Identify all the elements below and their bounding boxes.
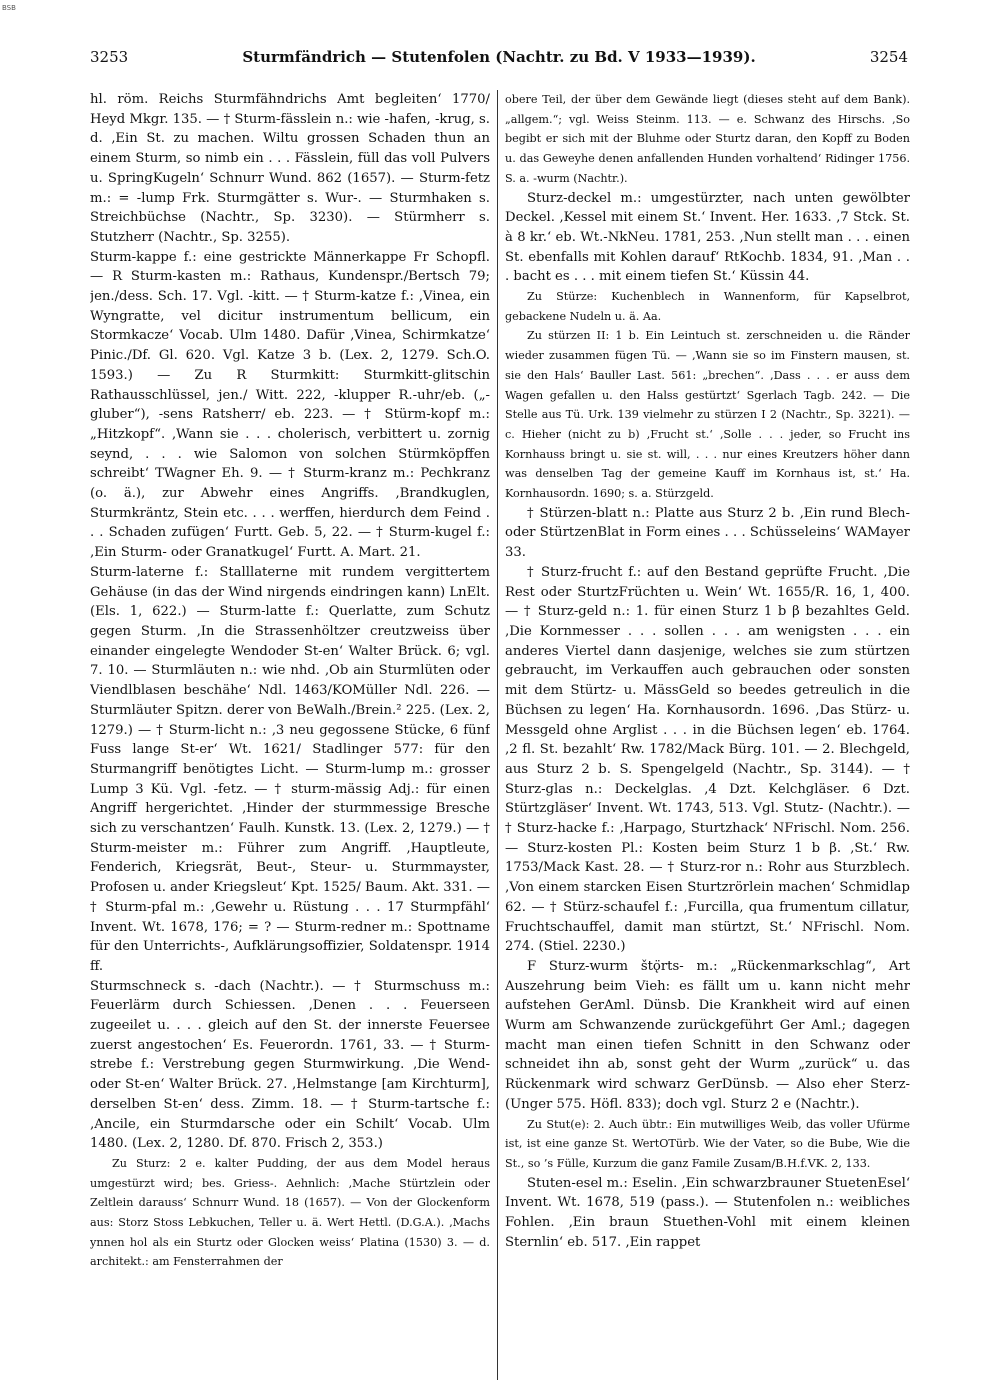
running-title: Sturmfändrich — Stutenfolen (Nachtr. zu Bd. V 1933—1939). — [242, 48, 756, 66]
right-column — [505, 90, 910, 1380]
column-divider — [497, 90, 498, 1380]
page-number-right: 3254 — [869, 48, 908, 66]
dictionary-entry-paragraph: Zu Stürze: Kuchenblech in Wannenform, für Kapselbrot, gebackene Nudeln u. ä. Aa. — [505, 290, 910, 323]
dictionary-entry-paragraph: Zu Sturz: 2 e. kalter Pudding, der aus dem Model heraus umgestürzt wird; bes. Griess-. Aehnlich: ‚Mache Stürtzlein oder Zeltlein darauss‘ Schnurr Wund. 18 (1657). — Von der Glockenform aus: Storz Stoss Lebkuchen, Teller u. ä. Wert Hettl. (D.G.A.). ‚Machs ynnen hol als ein Sturtz oder Glocken weiss‘ Platina (1530) 3. — d. architekt.: am Fensterrahmen der — [90, 1156, 490, 1269]
page-header — [90, 46, 908, 68]
dictionary-entry-paragraph: obere Teil, der über dem Gewände liegt (dieses steht auf dem Bank). „allgem.“; vgl. Weiss Steinm. 113. — e. Schwanz des Hirschs. ‚So begibt er sich mit der Bluhme oder Sturtz daran, den Kopff zu Boden u. das Geweyhe denen anfallenden Hunden vorhaltend‘ Ridinger 1756. S. a. -wurm (Nachtr.). — [505, 93, 910, 185]
left-column — [90, 90, 490, 1380]
dictionary-entry-paragraph: Stuten-esel m.: Eselin. ‚Ein schwarzbrauner StuetenEsel‘ Invent. Wt. 1678, 519 (pass.). — Stutenfolen n.: weibliches Fohlen. ‚Ein braun Stuethen-Vohl mit einem kleinen Sternlin‘ eb. 517. ‚Ein rappet — [505, 1175, 910, 1250]
dictionary-entry-paragraph: hl. röm. Reichs Sturmfähndrichs Amt begleiten‘ 1770/ Heyd Mkgr. 135. — † Sturm-fässlein n.: wie -hafen, -krug, s. d. ‚Ein St. zu machen. Wiltu grossen Schaden thun an einem Sturm, so nimb ein . . . Fässlein, füll das voll Pulvers u. SpringKugeln‘ Schnurr Wund. 862 (1657). — Sturm-fetz m.: = -lump Frk. Sturmgätter s. Wur-. — Sturmhaken s. Streichbüchse (Nachtr., Sp. 3230). — Stürmherr s. Stutzherr (Nachtr., Sp. 3255). — [90, 92, 490, 245]
dictionary-entry-paragraph: Sturz-deckel m.: umgestürzter, nach unten gewölbter Deckel. ‚Kessel mit einem St.‘ Invent. Her. 1633. ‚7 Stck. St. à 8 kr.‘ eb. Wt.-NkNeu. 1781, 253. ‚Nun stellt man . . . einen St. ebenfalls mit Kohlen darauf‘ RtKochb. 1834, 91. ‚Man . . . bacht es . . . mit einem tiefen St.‘ Küssin 44. — [505, 190, 910, 285]
dictionary-entry-paragraph: F Sturz-wurm štǫ̈rts- m.: „Rückenmarkschlag“, Art Auszehrung beim Vieh: es fällt um u. kann nicht mehr aufstehen GerAml. Dünsb. Die Krankheit wird auf einen Wurm am Schwanzende zurückgeführt Ger Aml.; dagegen macht man einen tiefen Schnitt in den Schwanz oder schneidet ihn ab, sonst geht der Wurm „zurück“ u. das Rückenmark wird schwarz GerDünsb. — Also eher Sterz- (Unger 575. Höfl. 833); doch vgl. Sturz 2 e (Nachtr.). — [505, 958, 910, 1112]
dictionary-entry-paragraph: Sturmschneck s. -dach (Nachtr.). — † Sturmschuss m.: Feuerlärm durch Schiessen. ‚Denen . . . Feuerseen zugeeilet u. . . . gleich auf den St. der innerste Feuersee zuerst angestochen‘ Es. Feuerordn. 1761, 33. — † Sturm-strebe f.: Verstrebung gegen Sturmwirkung. ‚Die Wend- oder St-en‘ Walter Brück. 27. ‚Helmstange [am Kirchturm], derselben St-en‘ dess. Zimm. 18. — † Sturm-tartsche f.: ‚Ancile, ein Sturmdarsche oder ein Schilt‘ Vocab. Ulm 1480. (Lex. 2, 1280. Df. 870. Frisch 2, 353.) — [90, 978, 490, 1152]
library-stamp: BSB — [2, 4, 16, 12]
dictionary-entry-paragraph: Sturm-kappe f.: eine gestrickte Männerkappe Fr Schopfl. — R Sturm-kasten m.: Rathaus, Kundenspr./Bertsch 79; jen./dess. Sch. 17. Vgl. -kitt. — † Sturm-katze f.: ‚Vinea, ein Wyngratte, vel dicitur instrumentum bellicum, ein Stormkacze‘ Vocab. Ulm 1480. Dafür ‚Vinea, Schirmkatze‘ Pinic./Df. Gl. 620. Vgl. Katze 3 b. (Lex. 2, 1279. Sch.O. 1593.) — Zu R Sturmkitt: Sturmkitt-glitschin Rathausschlüssel, jen./ Witt. 222, -klupper R.-uhr/eb. („-gluber“), -sens Ratsherr/ eb. 223. — † Stürm-kopf m.: „Hitzkopf“. ‚Wann sie . . . cholerisch, verbittert u. zornig seynd, . . . wie Salomon von solchen Stürmköpffen schreibt‘ TWagner Eh. 9. — † Sturm-kranz m.: Pechkranz (o. ä.), zur Abwehr eines Angriffs. ‚Brandkuglen, Sturmkräntz, Stein etc. . . . werffen, hierdurch dem Feind . . . Schaden zufügen‘ Furtt. Geb. 5, 22. — † Sturm-kugel f.: ‚Ein Sturm- oder Granatkugel‘ Furtt. A. Mart. 21. — [90, 249, 490, 561]
dictionary-entry-paragraph: Sturm-laterne f.: Stalllaterne mit rundem vergittertem Gehäuse (in das der Wind nirgends eindringen kann) LnElt. (Els. 1, 622.) — Sturm-latte f.: Querlatte, zum Schutz gegen Sturm. ‚In die Strassenhöltzer creutzweiss über einander eingelegte Wendoder St-en‘ Walter Brück. 6; vgl. 7. 10. — Sturmläuten n.: wie nhd. ‚Ob ain Sturmlüten oder Viendlblasen beschähe‘ Ndl. 1463/KOMüller Ndl. 226. — Sturmläuter Spitzn. derer von BeWalh./Brein.² 225. (Lex. 2, 1279.) — † Sturm-licht n.: ‚3 neu gegossene Stücke, 6 fünf Fuss lange St-er‘ Wt. 1621/ Stadlinger 577: für den Sturmangriff benötigtes Licht. — Sturm-lump m.: grosser Lump 3 Kü. Vgl. -fetz. — † sturm-mässig Adj.: für einen Angriff hergerichtet. ‚Hinder der sturmmessige Bresche sich zu verschantzen‘ Faulh. Kunstk. 13. (Lex. 2, 1279.) — † Sturm-meister m.: Führer zum Angriff. ‚Hauptleute, Fenderich, Kriegsrät, Beut-, Steur- u. Sturmmayster, Profosen u. ander Kriegsleut‘ Kpt. 1525/ Baum. Akt. 331. — † Sturm-pfal m.: ‚Gewehr u. Rüstung . . . 17 Sturmpfähl‘ Invent. Wt. 1678, 176; = ? — Sturm-redner m.: Spottname für den Unterrichts-, Aufklärungsoffizier, Soldatenspr. 1914 ff. — [90, 564, 490, 974]
dictionary-entry-paragraph: Zu Stut(e): 2. Auch übtr.: Ein mutwilliges Weib, das voller Ufürme ist, ist eine ganze St. WertOTürb. Wie der Vater, so die Bube, Wie die St., so ’s Fülle, Kurzum die ganz Famile Zusam/B.H.f.VK. 2, 133. — [505, 1117, 910, 1170]
page-number-left: 3253 — [90, 48, 129, 66]
dictionary-entry-paragraph: Zu stürzen II: 1 b. Ein Leintuch st. zerschneiden u. die Ränder wieder zusammen fügen Tü. — ‚Wann sie so im Finstern mausen, st. sie den Hals‘ Bauller Last. 561: „brechen“. ‚Dass . . . er auss dem Wagen gefallen u. den Halss gestürtzt‘ Sgerlach Tagb. 242. — Die Stelle aus Tü. Urk. 139 vielmehr zu stürzen I 2 (Nachtr., Sp. 3221). — c. Hieher (nicht zu b) ‚Frucht st.‘ ‚Solle . . . jeder, so Frucht ins Kornhauss bringt u. sie st. will, . . . nur eines Kreutzers höher dann was denselben Tag der gemeine Kauff im Kornhaus ist, st.‘ Ha. Kornhausordn. 1690; s. a. Stürzgeld. — [505, 329, 910, 501]
dictionary-entry-paragraph: † Sturz-frucht f.: auf den Bestand geprüfte Frucht. ‚Die Rest oder SturtzFrüchten u. Wein‘ Wt. 1655/R. 16, 1, 400. — † Sturz-geld n.: 1. für einen Sturz 1 b β bezahltes Geld. ‚Die Kornmesser . . . sollen . . . am wenigsten . . . ein anderes Viertel dann dasjenige, welches sie zum stürtzen gebraucht, im Verkauffen auch gebrauchen oder sonsten mit dem Stürtz- u. MässGeld so beedes getreulich in die Büchsen zu legen‘ Ha. Kornhausordn. 1696. ‚Das Stürz- u. Messgeld ohne Arglist . . . in die Büchsen legen‘ eb. 1764. ‚2 fl. St. bezahlt‘ Rw. 1782/Mack Bürg. 101. — 2. Blechgeld, aus Sturz 2 b. S. Spengelgeld (Nachtr., Sp. 3144). — † Sturz-glas n.: Deckelglas. ‚4 Dzt. Kelchgläser. 6 Dzt. Stürtzgläser‘ Invent. Wt. 1743, 513. Vgl. Stutz- (Nachtr.). — † Sturz-hacke f.: ‚Harpago, Sturtzhack‘ NFrischl. Nom. 256. — Sturz-kosten Pl.: Kosten beim Sturz 1 b β. ‚St.‘ Rw. 1753/Mack Kast. 28. — † Sturz-ror n.: Rohr aus Sturzblech. ‚Von einem starcken Eisen Sturtzrörlein machen‘ Schmidlap 62. — † Stürz-schaufel f.: ‚Furcilla, qua frumentum cillatur, Fruchtschauffel, damit man stürtzt, St.‘ NFrischl. Nom. 274. (Stiel. 2230.) — [505, 564, 910, 955]
dictionary-entry-paragraph: † Stürzen-blatt n.: Platte aus Sturz 2 b. ‚Ein rund Blech- oder StürtzenBlat in Form eines . . . Schüsseleins‘ WAMayer 33. — [505, 505, 910, 561]
